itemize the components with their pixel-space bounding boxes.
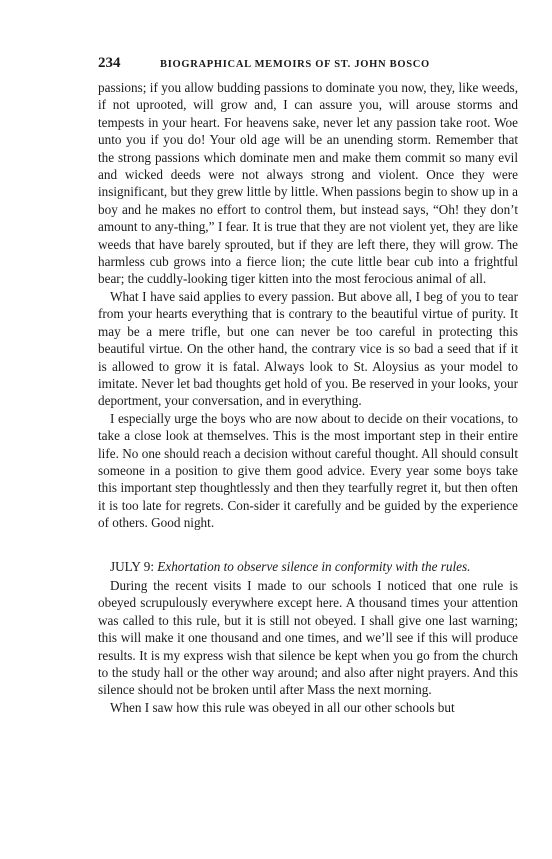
body-paragraph: What I have said applies to every passion. But above all, I beg of you to tear from your hearts everything that is contrary to the beautiful virtue of purity. It may be a mere trifle, but one can never be too careful in protecting this beautiful virtue. On the other hand, the contrary vice is so bad a seed that if it is allowed to grow it is fatal. Always look to St. Aloysius as your model to imitate. Never let bad thoughts get hold of you. Be reserved in your looks, your deportment, your conversation, and in everything. — [98, 288, 518, 409]
section-title: Exhortation to observe silence in conformity with the rules. — [157, 558, 471, 574]
section-date: JULY 9: — [110, 558, 154, 574]
running-header — [98, 55, 518, 77]
body-paragraph: During the recent visits I made to our schools I noticed that one rule is obeyed scrupulously everywhere except here. A thousand times your attention was called to this rule, but it is still not obeyed. I shall give one last warning; this will make it one thousand and one times, and we’ll see if this will produce results. It is my express wish that silence be kept when you go from the church to the study hall or the other way around; and also after night prayers. And this silence should not be broken until after Mass the next morning. — [98, 577, 518, 698]
body-paragraph: I especially urge the boys who are now about to decide on their vocations, to take a close look at themselves. This is the most important step in their entire life. No one should reach a decision without careful thought. All should consult someone in a position to give them good advice. Every year some boys take this important step thoughtlessly and then they tearfully regret it, but then often it is too late for regrets. Con-sider it carefully and be guided by the experience of others. Good night. — [98, 410, 518, 531]
section-heading — [98, 558, 518, 575]
page-number: 234 — [98, 55, 121, 71]
book-page — [98, 55, 518, 716]
body-paragraph: When I saw how this rule was obeyed in all our other schools but — [110, 699, 455, 715]
running-title: BIOGRAPHICAL MEMOIRS OF ST. JOHN BOSCO — [160, 59, 430, 70]
body-paragraph: passions; if you allow budding passions to dominate you now, they, like weeds, if not uprooted, will grow and, I can assure you, will arouse storms and tempests in your heart. For heavens sake, never let any passion take root. Woe unto you if you do! Your old age will be an unending storm. Remember that the strong passions which dominate men and make them commit so many evil and wicked deeds were not always strong and violent. Once they were insignificant, but they grew little by little. When passions begin to show up in a boy and he makes no effort to control them, but instead says, “Oh! they don’t amount to any-thing,” I fear. It is true that they are not violent yet, they are like weeds that have barely sprouted, but if they are left there, they will grow. The harmless cub grows into a fierce lion; the cute little bear cub into a frightful bear; the cuddly-looking tiger kitten into the most ferocious animal of all. — [98, 80, 518, 287]
